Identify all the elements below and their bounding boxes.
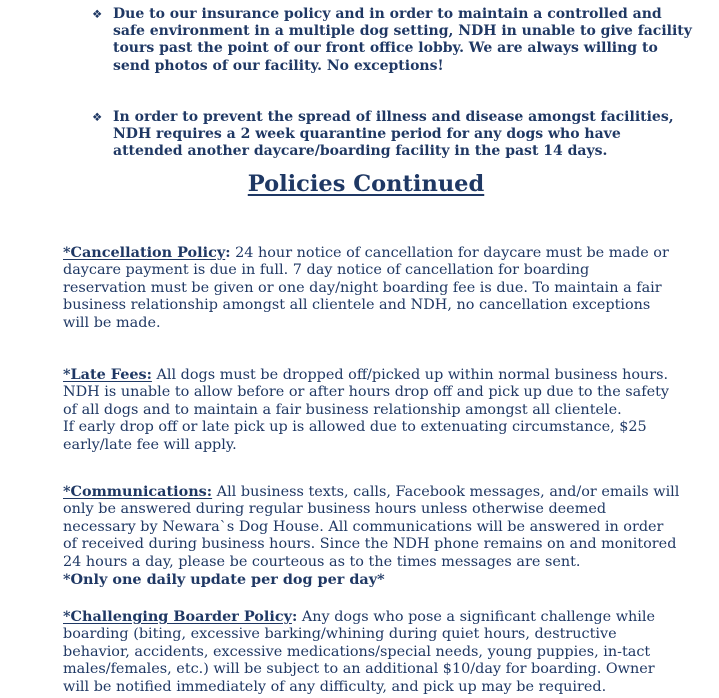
text-line: only be answered during regular business hours unless otherwise deemed — [63, 501, 607, 518]
bullet-item-insurance-policy — [92, 6, 692, 75]
text-line: will be notified immediately of any difficulty, and pick up may be required. — [63, 678, 607, 695]
text-line: NDH is unable to allow before or after hours drop off and pick up due to the safety — [63, 384, 670, 401]
text-run: All business texts, calls, Facebook messages, and/or emails will — [212, 484, 680, 500]
text-line: If early drop off or late pick up is allowed due to extenuating circumstance, $25 — [63, 419, 647, 436]
text-line: of received during business hours. Since the NDH phone remains on and monitored — [63, 536, 677, 553]
section-title-separator: : — [225, 244, 231, 261]
text-line: In order to prevent the spread of illness and disease amongst facilities, — [113, 109, 674, 125]
section-cancellation-policy — [63, 244, 669, 332]
text-line — [63, 608, 655, 626]
bullet-item-quarantine-policy — [92, 109, 674, 161]
section-title-communications: *Communications: — [63, 483, 213, 500]
text-line — [63, 483, 679, 501]
bullet-text — [113, 109, 674, 161]
text-line: necessary by Newara`s Dog House. All communications will be answered in order — [63, 518, 664, 535]
text-line: NDH requires a 2 week quarantine period for any dogs who have — [113, 126, 621, 143]
page-heading — [63, 171, 669, 197]
section-late-fees — [63, 366, 669, 454]
text-line: reservation must be given or one day/night boarding fee is due. To maintain a fair — [63, 279, 662, 296]
text-line: daycare payment is due in full. 7 day notice of cancellation for boarding — [63, 262, 590, 279]
section-communications — [63, 483, 679, 588]
text-line: tours past the point of our front office lobby. We are always willing to — [113, 40, 658, 57]
diamond-bullet-icon: ❖ — [92, 110, 103, 124]
section-title-late-fees: *Late Fees: — [63, 366, 152, 383]
text-line: behavior, accidents, excessive medications/special needs, young puppies, in-tact — [63, 643, 651, 660]
section-title-separator: : — [291, 608, 298, 625]
section-challenging-boarder-policy — [63, 608, 655, 696]
text-line: males/females, etc.) will be subject to an additional $10/day for boarding. Owner — [63, 661, 655, 678]
text-line: boarding (biting, excessive barking/whining during quiet hours, destructive — [63, 626, 617, 643]
text-line: early/late fee will apply. — [63, 436, 237, 453]
text-line: safe environment in a multiple dog setting, NDH in unable to give facility — [113, 23, 692, 40]
text-line: 24 hours a day, please be courteous as to the times messages are sent. — [63, 553, 581, 570]
text-line: send photos of our facility. No exceptions! — [113, 57, 444, 74]
communications-daily-update-note: *Only one daily update per dog per day* — [63, 571, 385, 589]
text-line — [63, 366, 669, 384]
text-line — [63, 244, 669, 262]
text-line: will be made. — [63, 314, 161, 331]
text-run: 24 hour notice of cancellation for daycare must be made or — [230, 245, 669, 261]
section-title-challenging-boarder: *Challenging Boarder Policy — [63, 608, 292, 625]
diamond-bullet-icon: ❖ — [92, 7, 103, 21]
text-run: Any dogs who pose a significant challenge while — [297, 609, 656, 625]
section-title-cancellation: *Cancellation Policy — [63, 244, 226, 261]
text-line: Due to our insurance policy and in order to maintain a controlled and — [113, 6, 662, 22]
page-heading-text: Policies Continued — [247, 171, 485, 197]
text-line: attended another daycare/boarding facility in the past 14 days. — [113, 143, 608, 160]
bullet-text — [113, 6, 692, 75]
text-run: All dogs must be dropped off/picked up within normal business hours. — [151, 367, 669, 383]
text-line: of all dogs and to maintain a fair business relationship amongst all clientele. — [63, 401, 622, 418]
text-line: business relationship amongst all clientele and NDH, no cancellation exceptions — [63, 297, 651, 314]
